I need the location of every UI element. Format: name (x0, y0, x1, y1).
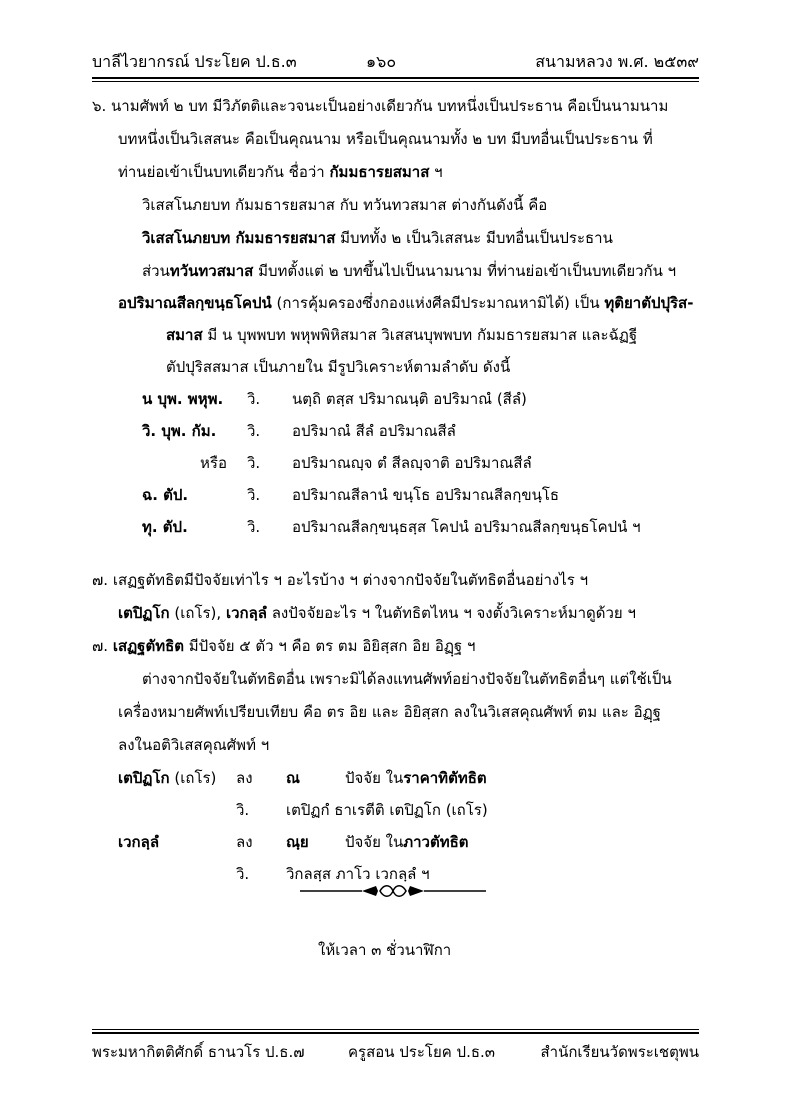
header-rule-thick (92, 77, 699, 79)
q6-term-word: อปริมาณสีลกฺขนฺธโคปนํ (118, 294, 272, 312)
q7-row-1-suffix: ณ (286, 769, 300, 787)
q7-row-2-text: เตปิฏกํ ธาเรตีติ เตปิฏโก (เถโร) (286, 801, 488, 819)
ornament-divider (300, 881, 486, 901)
q7-row-3-suffix: ณฺย (286, 833, 309, 851)
row-vi: วิ. (247, 422, 261, 440)
time-allowed-note: ให้เวลา ๓ ชั่วนาฬิกา (318, 941, 452, 959)
row-label: วิ. บุพ. กัม. (142, 422, 217, 440)
row-text: นตฺถิ ตสฺส ปริมาณนฺติ อปริมาณํ (สีลํ) (292, 390, 527, 408)
q7-row-1-word (118, 768, 216, 788)
q6-line-3-text: ท่านย่อเข้าเป็นบทเดียวกัน ชื่อว่า (118, 163, 330, 181)
row-vi: วิ. (247, 486, 261, 504)
q6-term-kammadharaya: กัมมธารยสมาส (329, 163, 430, 181)
q6-term-visesano: วิเสสโนภยบท กัมมธารยสมาส (142, 229, 336, 247)
q7-row-1-pac: ปัจจัย ใน (345, 769, 404, 787)
q6-term-dvanda: ทวันทวสมาส (169, 262, 254, 280)
header-left: บาลีไวยากรณ์ ประโยค ป.ธ.๓ (92, 52, 297, 71)
q7-question-line-2-text: ลงปัจจัยอะไร ฯ ในตัทธิตไหน ฯ จงตั้งวิเคราะห์มาดูด้วย ฯ (266, 604, 636, 622)
row-label: ทุ. ตัป. (142, 518, 188, 536)
q7-row-3-pacjay (345, 832, 469, 852)
ornament-wing-left (362, 886, 378, 896)
q6-term-tappurisa: ทุติยาตัปปุริส- (604, 294, 694, 312)
q7-row-1-thero: (เถโร) (169, 769, 217, 787)
row-label: ฉ. ตัป. (142, 486, 189, 504)
q6-line-5 (142, 228, 613, 248)
q6-line-6-text: มีบทตั้งแต่ ๒ บทขึ้นไปเป็นนามนาม ที่ท่านย่อเข้าเป็นบทเดียวกัน ฯ (253, 262, 677, 280)
row-text: อปริมาณสีลกฺขนฺธสฺส โคปนํ อปริมาณสีลกฺขนฺธโคปนํ ฯ (292, 518, 641, 536)
header-rule-thin (92, 81, 699, 82)
footer-right: สำนักเรียนวัดพระเชตุพน (540, 1043, 699, 1061)
row-vi: วิ. (247, 390, 261, 408)
q7-word-vekallam: เวกลฺลํ (225, 604, 267, 622)
q6-line-3 (118, 162, 443, 182)
row-text: อปริมาณญฺจ ตํ สีลญฺจาติ อปริมาณสีลํ (292, 454, 532, 472)
q7-answer-line-1-text: มีปัจจัย ๕ ตัว ฯ คือ ตร ตม อิยิสฺสก อิย อิฏฺฐ ฯ (183, 637, 476, 655)
q7-word-thero: (เถโร), (169, 604, 226, 622)
q7-row-2-vi: วิ. (236, 801, 250, 819)
q6-line-1: ๖. นามศัพท์ ๒ บท มีวิภัตติและวจนะเป็นอย่างเดียวกัน บทหนึ่งเป็นประธาน คือเป็นนามนาม (92, 97, 669, 115)
q7-row-3-lo: ลง (236, 833, 253, 851)
footer-rule-thick (92, 1032, 699, 1034)
footer-left: พระมหากิตติศักดิ์ ธานวโร ป.ธ.๗ (92, 1043, 305, 1061)
q6-line-4: วิเสสโนภยบท กัมมธารยสมาส กับ ทวันทวสมาส ต่างกันดังนี้ คือ (142, 196, 548, 214)
ornament-wing-right (408, 886, 424, 896)
footer-center: ครูสอน ประโยค ป.ธ.๓ (348, 1043, 496, 1061)
row-text: อปริมาณํ สีลํ อปริมาณสีลํ (292, 422, 456, 440)
row-vi: วิ. (247, 518, 261, 536)
row-label: หรือ (200, 454, 227, 472)
q6-term-samasa: สมาส (166, 326, 203, 344)
q7-row-1-lo: ลง (236, 769, 253, 787)
q7-row-1-taddhita: ราคาทิตัทธิต (403, 769, 487, 787)
ornament-knot (380, 886, 406, 897)
header-page-number: ๑๖๐ (366, 52, 397, 71)
q7-row-4-vi: วิ. (236, 865, 250, 883)
q7-answer-number: ๗. (92, 637, 113, 655)
q6-line-2: บทหนึ่งเป็นวิเสสนะ คือเป็นคุณนาม หรือเป็นคุณนามทั้ง ๒ บท มีบทอื่นเป็นประธาน ที่ (118, 130, 653, 148)
q6-line-5-text: มีบททั้ง ๒ เป็นวิเสสนะ มีบทอื่นเป็นประธาน (335, 229, 613, 247)
q6-line-8-text: มี น บุพพบท พหุพพิหิสมาส วิเสสนบุพพบท กัมมธารยสมาส และฉัฏฐี (202, 326, 638, 344)
q6-line-3-end: ฯ (429, 163, 443, 181)
q7-question-line-2 (118, 603, 636, 623)
row-label: น บุพ. พหุพ. (142, 390, 224, 408)
header-right: สนามหลวง พ.ศ. ๒๕๓๙ (535, 52, 699, 71)
q6-line-6 (142, 261, 676, 281)
q6-line-8 (166, 325, 637, 345)
q6-line-6-prefix: ส่วน (142, 262, 170, 280)
q7-answer-line-4: ลงในอติวิเสสคุณศัพท์ ฯ (118, 736, 270, 754)
footer-rule-thin (92, 1029, 699, 1030)
q7-answer-line-2: ต่างจากปัจจัยในตัทธิตอื่น เพราะมิได้ลงแทนศัพท์อย่างปัจจัยในตัทธิตอื่นๆ แต่ใช้เป็น (142, 670, 672, 688)
q7-row-3-pac: ปัจจัย ใน (345, 833, 404, 851)
q7-word-tepitako: เตปิฏโก (118, 604, 170, 622)
row-vi: วิ. (247, 454, 261, 472)
q7-question-line-1: ๗. เสฏฐตัทธิตมีปัจจัยเท่าไร ฯ อะไรบ้าง ฯ ต่างจากปัจจัยในตัทธิตอื่นอย่างไร ฯ (92, 571, 589, 589)
q6-line-9: ตัปปุริสสมาส เป็นภายใน มีรูปวิเคราะห์ตามลำดับ ดังนี้ (166, 358, 511, 376)
q7-row-1-term: เตปิฏโก (118, 769, 170, 787)
q7-row-1-pacjay (345, 768, 487, 788)
q7-row-4-text: วิกลสฺส ภาโว เวกลฺลํ ฯ (286, 865, 430, 883)
q7-answer-line-1 (92, 636, 475, 656)
q7-row-3-term: เวกลฺลํ (118, 833, 160, 851)
q6-line-7-text: (การคุ้มครองซึ่งกองแห่งศีลมีประมาณหามิได้) เป็น (271, 294, 605, 312)
row-text: อปริมาณสีลานํ ขนฺโธ อปริมาณสีลกฺขนฺโธ (292, 486, 560, 504)
q7-term-settha: เสฏฐตัทธิต (112, 637, 184, 655)
q7-answer-line-3: เครื่องหมายศัพท์เปรียบเทียบ คือ ตร อิย และ อิยิสฺสก ลงในวิเสสคุณศัพท์ ตม และ อิฏฺฐ (118, 703, 661, 721)
q6-line-7 (118, 293, 693, 313)
q7-row-3-taddhita: ภาวตัทธิต (403, 833, 469, 851)
